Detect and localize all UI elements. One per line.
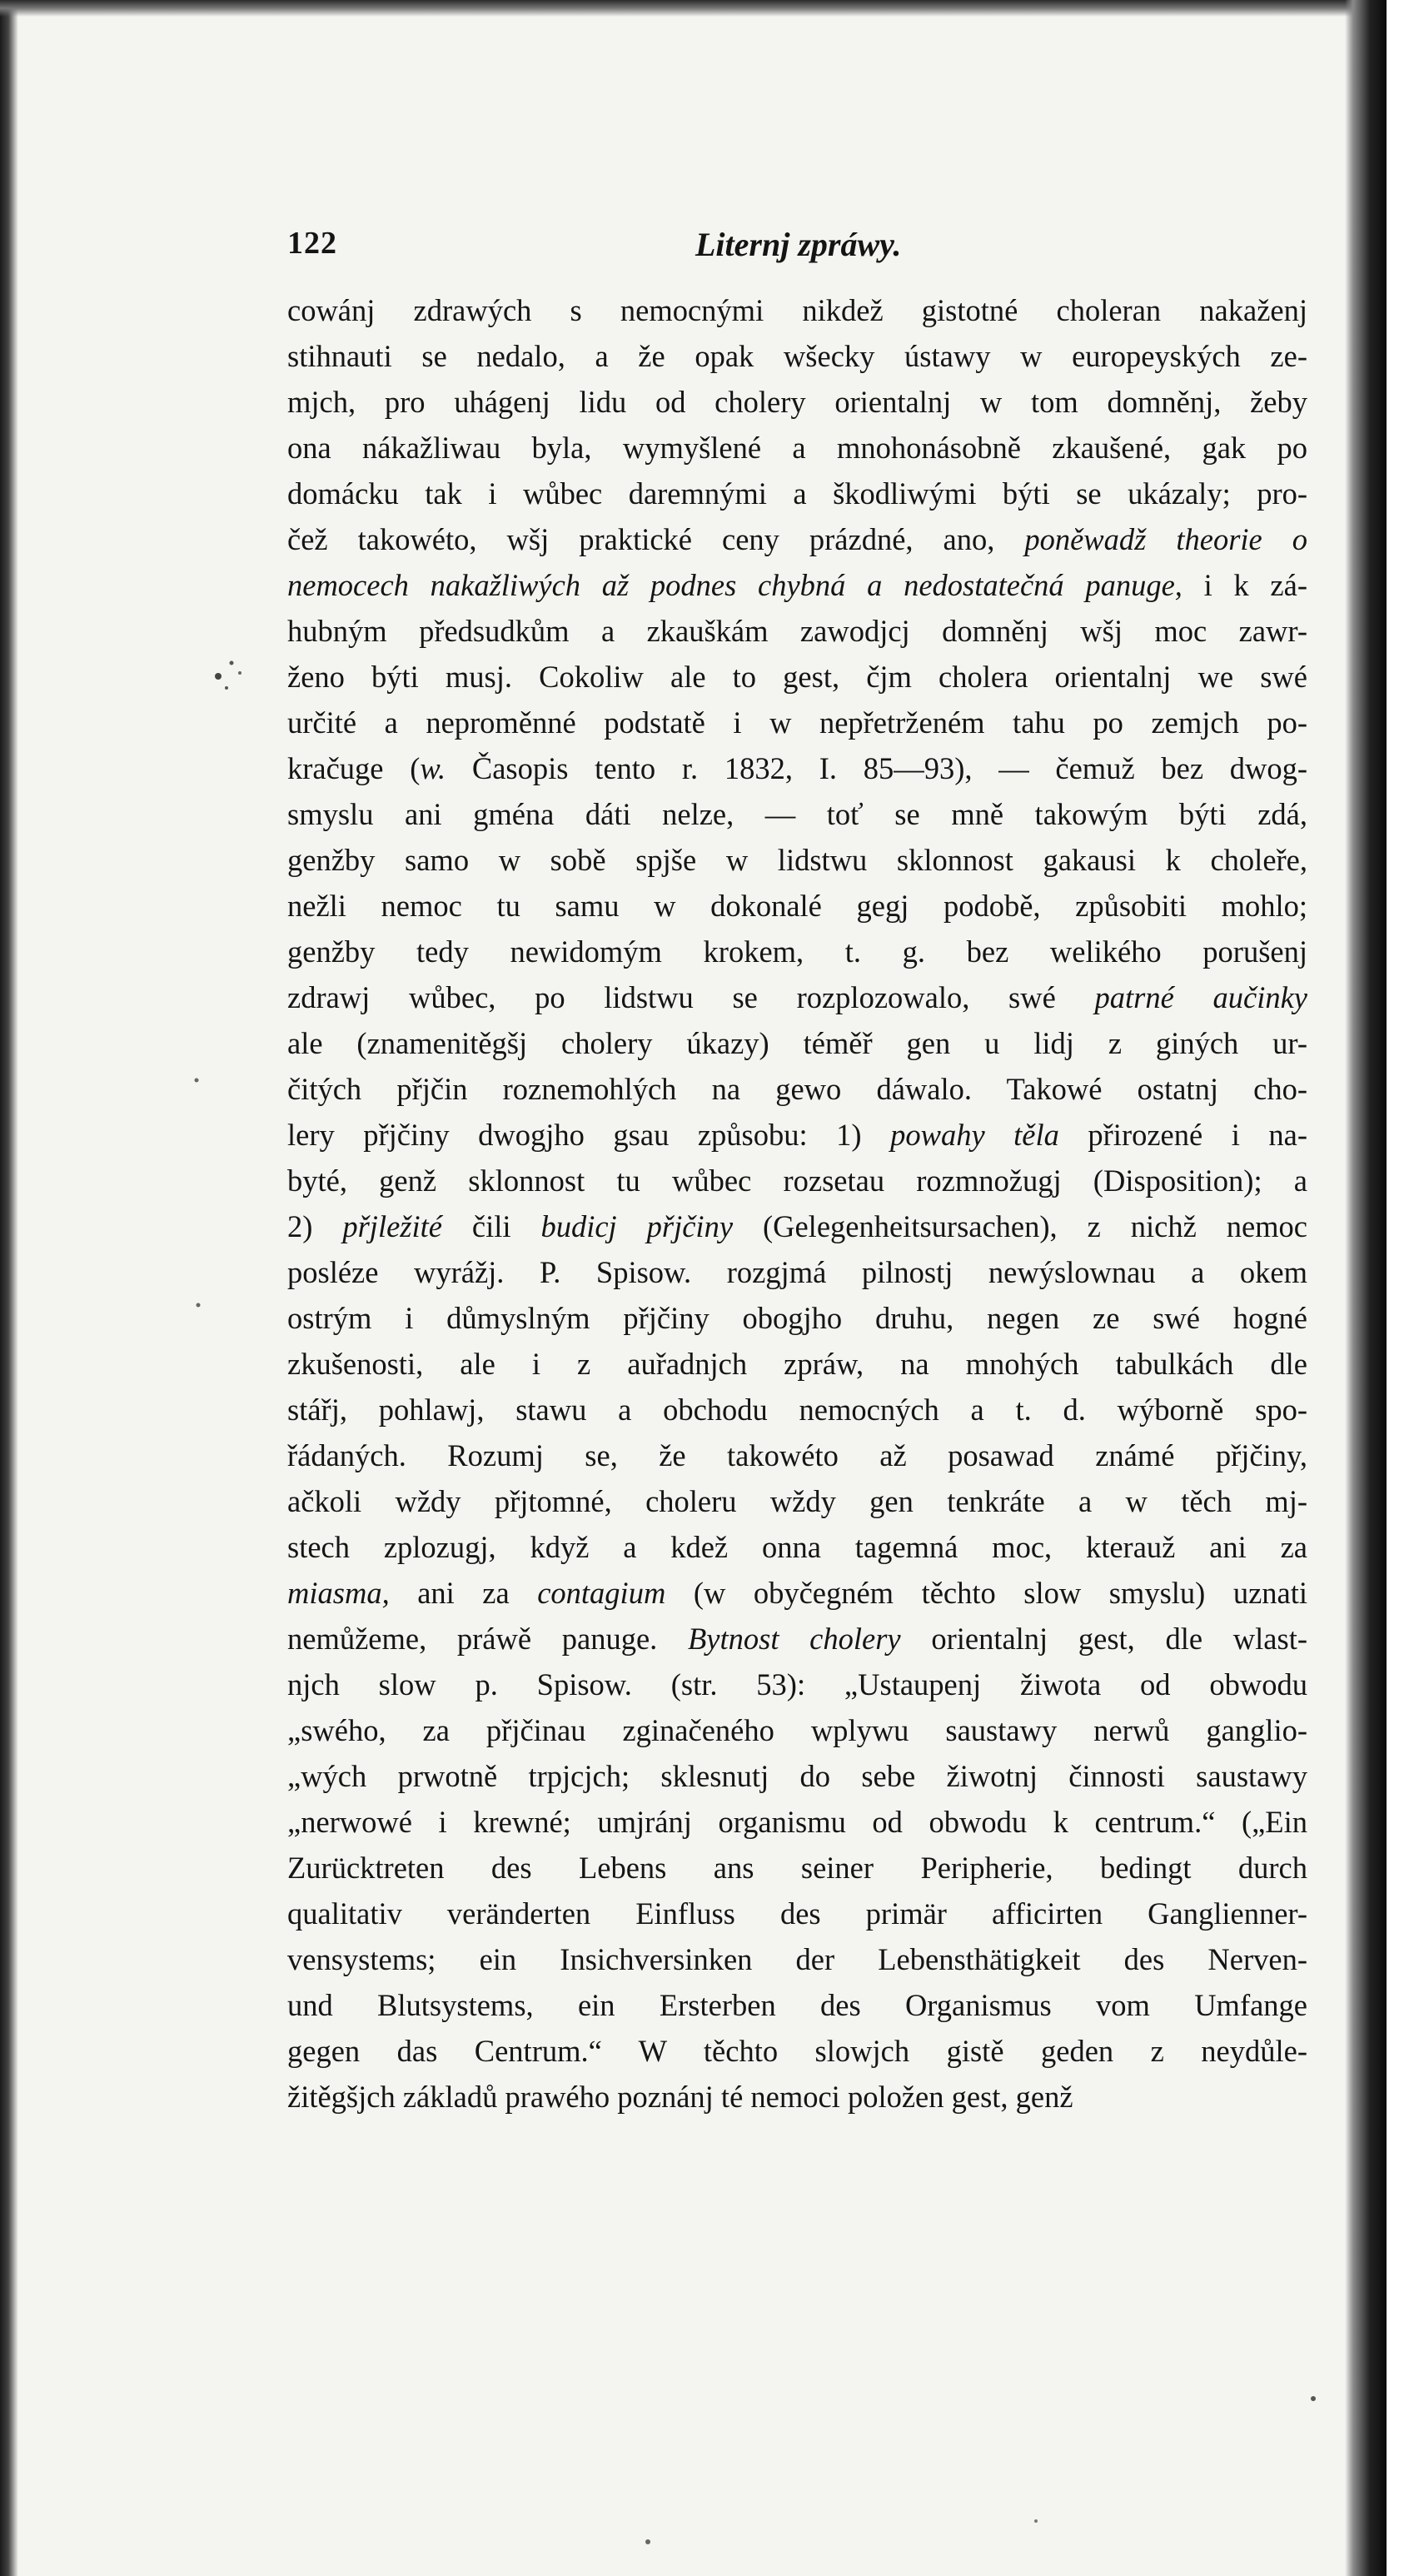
text-line: [287, 974, 1307, 1020]
text-line: [287, 1845, 1307, 1891]
text-line: [287, 516, 1307, 562]
text-line: [287, 883, 1307, 929]
running-title: Liternj zpráwy.: [695, 226, 902, 263]
text-line: [287, 1753, 1307, 1799]
text-segment: cowánj zdrawých s nemocnými nikdež gistotné choleran nakaženj: [287, 293, 1307, 327]
text-segment: genžby tedy newidomým krokem, t. g. bez welikého porušenj: [287, 934, 1307, 969]
text-segment: čitých přjčin roznemohlých na gewo dáwalo. Takowé ostatnj cho-: [287, 1072, 1307, 1106]
text-segment: lery přjčiny dwogjho gsau způsobu: 1): [287, 1118, 891, 1152]
text-line: [287, 333, 1307, 379]
scan-left-edge: [0, 0, 18, 2576]
text-line: [287, 1707, 1307, 1753]
text-line: [287, 791, 1307, 837]
text-line: [287, 1203, 1307, 1249]
emphasis-segment: powahy těla: [890, 1118, 1059, 1152]
text-segment: orientalnj gest, dle wlast-: [900, 1622, 1307, 1656]
emphasis-segment: w.: [420, 751, 446, 785]
text-segment: posléze wyrážj. P. Spisow. rozgjmá pilnostj newýslownau a okem: [287, 1255, 1307, 1289]
text-segment: Zurücktreten des Lebens ans seiner Peripherie, bedingt durch: [287, 1851, 1307, 1885]
page-header: [287, 225, 1307, 275]
text-segment: mjch, pro uhágenj lidu od cholery orientalnj w tom domněnj, žeby: [287, 385, 1307, 419]
text-line: [287, 1387, 1307, 1432]
text-line: [287, 1112, 1307, 1158]
emphasis-segment: patrné aučinky: [1094, 980, 1307, 1014]
text-segment: njch slow p. Spisow. (str. 53): „Ustaupenj žiwota od obwodu: [287, 1667, 1307, 1702]
text-segment: Časopis tento r. 1832, I. 85—93), — čemuž bez dwog-: [446, 751, 1308, 785]
emphasis-segment: poněwadž theorie o: [1024, 522, 1307, 556]
text-line: [287, 1478, 1307, 1524]
text-segment: nemůžeme, práwě panuge.: [287, 1622, 688, 1656]
text-line: [287, 471, 1307, 516]
text-line: [287, 379, 1307, 425]
text-line: [287, 1799, 1307, 1845]
text-line: [287, 1891, 1307, 1936]
text-segment: určité a neproměnné podstatě i w nepřetrženém tahu po zemjch po-: [287, 705, 1307, 740]
scan-right-edge: [1345, 0, 1387, 2576]
text-line: [287, 2074, 1307, 2120]
text-segment: 2): [287, 1209, 343, 1243]
text-line: [287, 608, 1307, 654]
text-segment: nežli nemoc tu samu w dokonalé gegj podobě, způsobiti mohlo;: [287, 889, 1307, 923]
text-line: [287, 654, 1307, 700]
text-segment: přirozené i na-: [1058, 1118, 1307, 1152]
text-segment: und Blutsystems, ein Ersterben des Organismus vom Umfange: [287, 1988, 1307, 2022]
text-segment: i k zá-: [1182, 568, 1307, 602]
text-segment: ani za: [389, 1576, 538, 1610]
text-line: [287, 1341, 1307, 1387]
text-segment: čili: [441, 1209, 541, 1243]
text-segment: ačkoli wždy přjtomné, choleru wždy gen tenkráte a w těch mj-: [287, 1484, 1307, 1518]
text-line: [287, 929, 1307, 974]
text-line: [287, 700, 1307, 745]
text-segment: kračuge (: [287, 751, 421, 785]
text-segment: ženo býti musj. Cokoliw ale to gest, čjm cholera orientalnj we swé: [287, 660, 1307, 694]
emphasis-segment: přjležité: [342, 1209, 442, 1243]
emphasis-segment: Bytnost cholery: [688, 1622, 901, 1656]
text-segment: domácku tak i wůbec daremnými a škodliwými býti se ukázaly; pro-: [287, 476, 1307, 511]
text-segment: stihnauti se nedalo, a že opak wšecky ústawy w europeyských ze-: [287, 339, 1307, 373]
text-line: [287, 745, 1307, 791]
text-line: [287, 287, 1307, 333]
text-line: [287, 1066, 1307, 1112]
text-line: [287, 1570, 1307, 1616]
scan-top-edge: [0, 0, 1387, 17]
text-line: [287, 1616, 1307, 1662]
text-segment: „wých prwotně trpjcjch; sklesnutj do sebe žiwotnj činnosti saustawy: [287, 1759, 1307, 1793]
text-segment: stech zplozugj, když a kdež onna tagemná moc, kterauž ani za: [287, 1530, 1307, 1564]
emphasis-segment: budicj přjčiny: [540, 1209, 734, 1243]
text-segment: ostrým i důmyslným přjčiny obogjho druhu, negen ze swé hogné: [287, 1301, 1307, 1335]
text-line: [287, 425, 1307, 471]
text-segment: qualitativ veränderten Einfluss des primär afficirten Ganglienner-: [287, 1896, 1307, 1931]
text-segment: ona nákažliwau byla, wymyšlené a mnohonásobně zkaušené, gak po: [287, 431, 1307, 465]
text-line: [287, 837, 1307, 883]
emphasis-segment: miasma,: [287, 1576, 390, 1610]
text-line: [287, 2028, 1307, 2074]
text-segment: stářj, pohlawj, stawu a obchodu nemocných a t. d. wýborně spo-: [287, 1393, 1307, 1427]
text-segment: byté, genž sklonnost tu wůbec rozsetau rozmnožugj (Disposition); a: [287, 1163, 1307, 1198]
text-segment: zdrawj wůbec, po lidstwu se rozplozowalo, swé: [287, 980, 1095, 1014]
text-line: [287, 562, 1307, 608]
text-line: [287, 1936, 1307, 1982]
text-segment: zkušenosti, ale i z auřadnjch zpráw, na mnohých tabulkách dle: [287, 1347, 1307, 1381]
text-segment: řádaných. Rozumj se, že takowéto až posawad známé přjčiny,: [287, 1438, 1307, 1472]
text-line: [287, 1662, 1307, 1707]
text-segment: „swého, za přjčinau zginačeného wplywu saustawy nerwů ganglio-: [287, 1713, 1307, 1747]
emphasis-segment: contagium: [537, 1576, 666, 1610]
body-text: [287, 287, 1307, 2120]
text-line: [287, 1158, 1307, 1203]
text-segment: vensystems; ein Insichversinken der Lebensthätigkeit des Nerven-: [287, 1942, 1307, 1976]
text-line: [287, 1020, 1307, 1066]
text-segment: gegen das Centrum.“ W těchto slowjch gistě geden z neydůle-: [287, 2034, 1307, 2068]
text-line: [287, 1432, 1307, 1478]
text-segment: genžby samo w sobě spjše w lidstwu sklonnost gakausi k choleře,: [287, 843, 1307, 877]
emphasis-segment: nemocech nakažliwých až podnes chybná a nedostatečná panuge,: [287, 568, 1182, 602]
text-segment: hubným předsudkům a zkauškám zawodjcj domněnj wšj moc zawr-: [287, 614, 1307, 648]
text-line: [287, 1249, 1307, 1295]
text-segment: čež takowéto, wšj praktické ceny prázdné, ano,: [287, 522, 1025, 556]
text-line: [287, 1982, 1307, 2028]
page-number: 122: [287, 226, 337, 261]
text-segment: (Gelegenheitsursachen), z nichž nemoc: [733, 1209, 1307, 1243]
text-segment: ale (znamenitěgšj cholery úkazy) téměř gen u lidj z giných ur-: [287, 1026, 1307, 1060]
text-segment: „nerwowé i krewné; umjránj organismu od obwodu k centrum.“ („Ein: [287, 1805, 1307, 1839]
text-line: [287, 1524, 1307, 1570]
text-segment: (w obyčegném těchto slow smyslu) uznati: [665, 1576, 1308, 1610]
text-segment: smyslu ani gména dáti nelze, — toť se mně takowým býti zdá,: [287, 797, 1307, 831]
text-line: [287, 1295, 1307, 1341]
text-segment: žitěgšjch základů prawého poznánj té nemoci položen gest, genž: [287, 2080, 1073, 2114]
